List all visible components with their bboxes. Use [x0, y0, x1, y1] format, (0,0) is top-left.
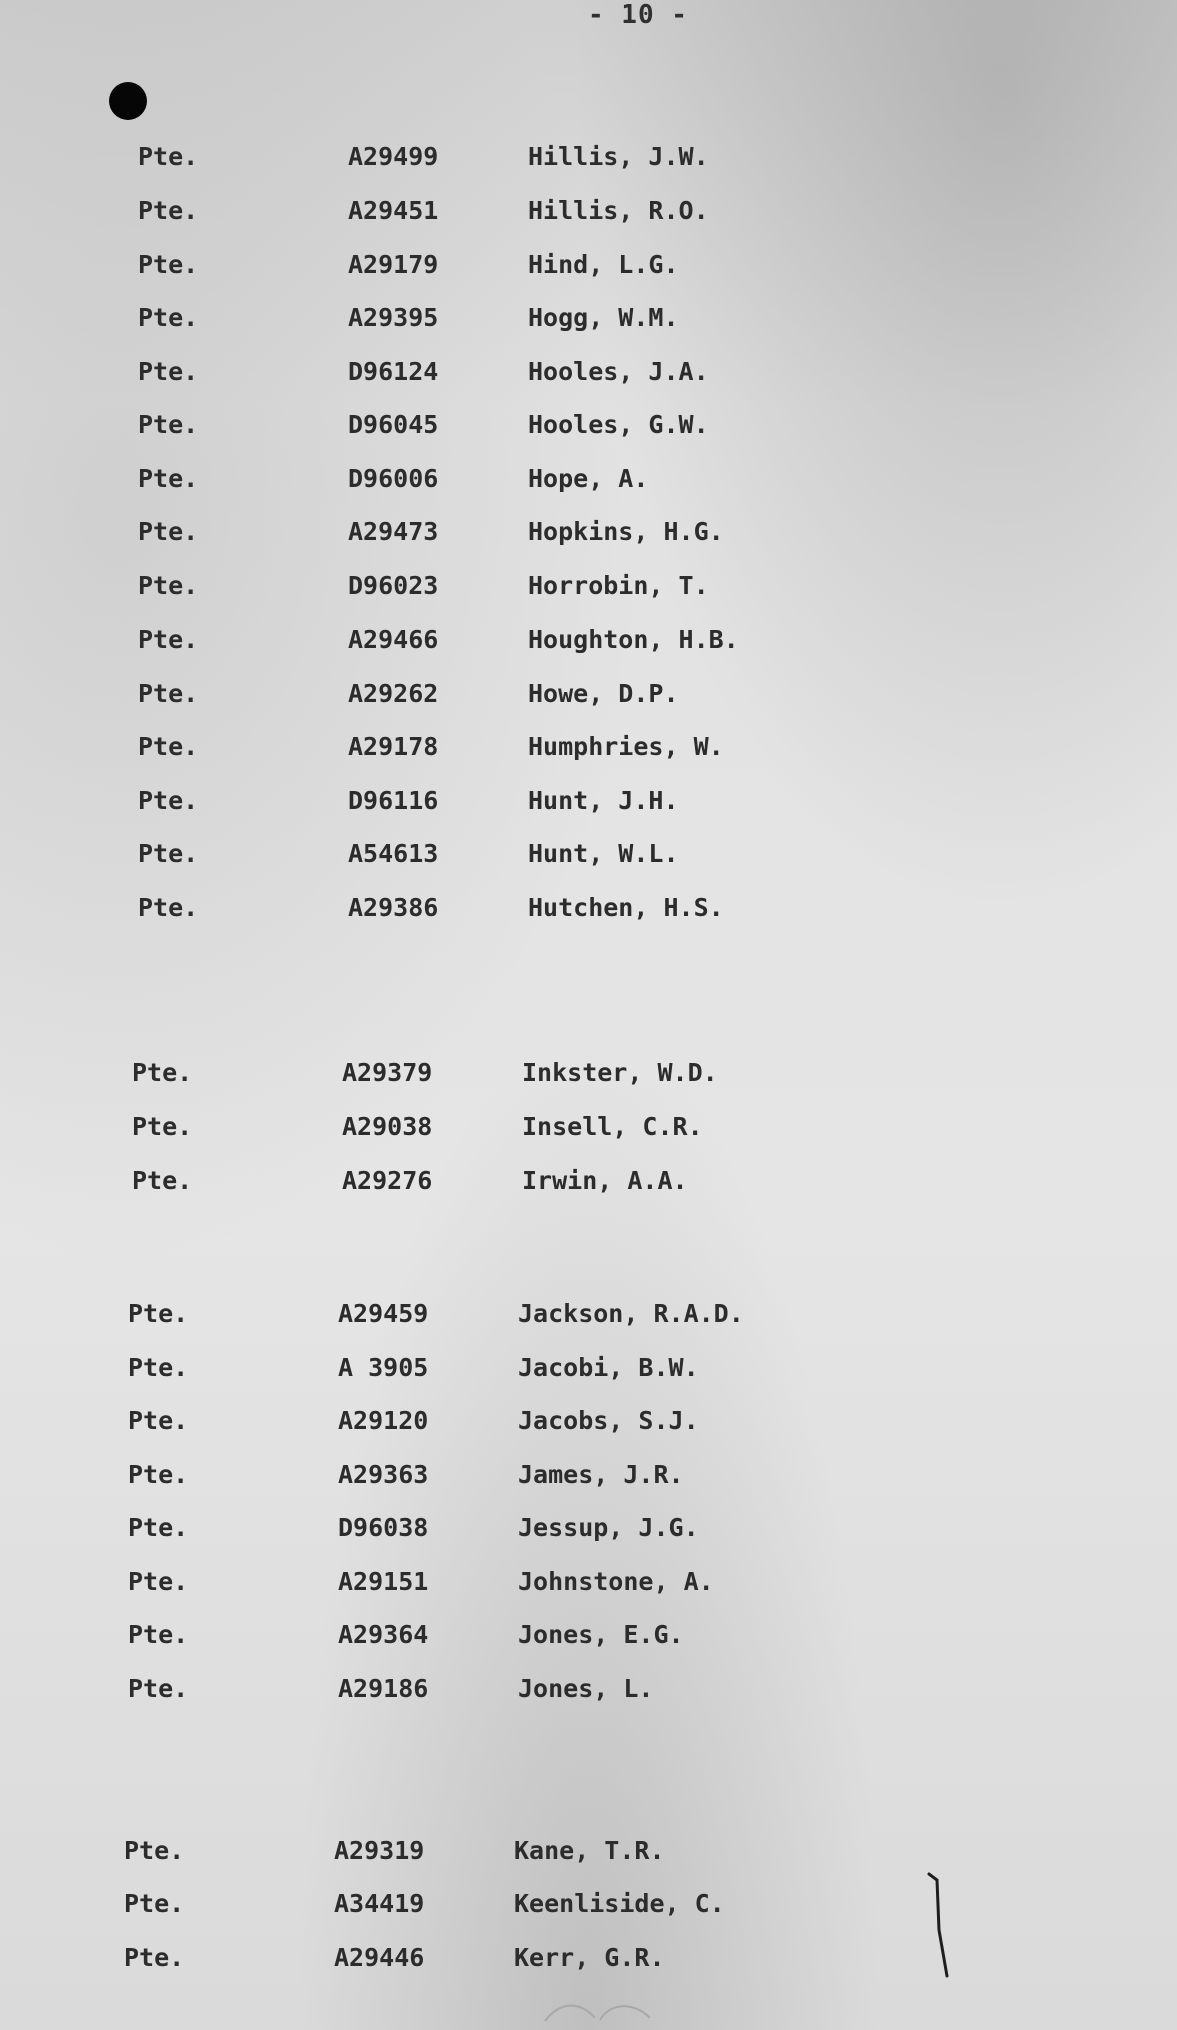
service-number: D96006: [348, 464, 439, 493]
rank: Pte.: [128, 1513, 189, 1542]
service-number: D96045: [348, 410, 439, 439]
soldier-name: Houghton, H.B.: [528, 625, 739, 654]
rank: Pte.: [138, 303, 199, 332]
service-number: A29186: [338, 1674, 429, 1703]
soldier-name: Hind, L.G.: [528, 250, 679, 279]
soldier-name: Inkster, W.D.: [522, 1058, 718, 1087]
soldier-name: Johnstone, A.: [518, 1567, 714, 1596]
rank: Pte.: [138, 679, 199, 708]
service-number: D96038: [338, 1513, 429, 1542]
pencil-mark: [925, 1870, 965, 1980]
rank: Pte.: [132, 1166, 193, 1195]
soldier-name: Hooles, G.W.: [528, 410, 709, 439]
rank: Pte.: [128, 1567, 189, 1596]
soldier-name: Jackson, R.A.D.: [518, 1299, 744, 1328]
service-number: D96023: [348, 571, 439, 600]
soldier-name: Horrobin, T.: [528, 571, 709, 600]
soldier-name: Jessup, J.G.: [518, 1513, 699, 1542]
service-number: A29120: [338, 1406, 429, 1435]
soldier-name: Jacobs, S.J.: [518, 1406, 699, 1435]
rank: Pte.: [124, 1943, 185, 1972]
rank: Pte.: [128, 1353, 189, 1382]
rank: Pte.: [138, 839, 199, 868]
service-number: D96116: [348, 786, 439, 815]
soldier-name: James, J.R.: [518, 1460, 684, 1489]
service-number: A29379: [342, 1058, 433, 1087]
rank: Pte.: [128, 1299, 189, 1328]
rank: Pte.: [138, 464, 199, 493]
service-number: A29386: [348, 893, 439, 922]
service-number: A29364: [338, 1620, 429, 1649]
soldier-name: Hillis, J.W.: [528, 142, 709, 171]
service-number: A29459: [338, 1299, 429, 1328]
rank: Pte.: [128, 1406, 189, 1435]
rank: Pte.: [138, 571, 199, 600]
soldier-name: Hooles, J.A.: [528, 357, 709, 386]
rank: Pte.: [138, 142, 199, 171]
rank: Pte.: [128, 1460, 189, 1489]
service-number: A54613: [348, 839, 439, 868]
service-number: A29466: [348, 625, 439, 654]
rank: Pte.: [138, 410, 199, 439]
soldier-name: Jones, L.: [518, 1674, 654, 1703]
service-number: A29451: [348, 196, 439, 225]
soldier-name: Hillis, R.O.: [528, 196, 709, 225]
soldier-name: Jacobi, B.W.: [518, 1353, 699, 1382]
soldier-name: Kerr, G.R.: [514, 1943, 665, 1972]
rank: Pte.: [138, 625, 199, 654]
service-number: A29151: [338, 1567, 429, 1596]
soldier-name: Hunt, W.L.: [528, 839, 679, 868]
stamp-smudge: [540, 1996, 660, 2026]
soldier-name: Hunt, J.H.: [528, 786, 679, 815]
service-number: A29319: [334, 1836, 425, 1865]
rank: Pte.: [124, 1889, 185, 1918]
service-number: A29499: [348, 142, 439, 171]
rank: Pte.: [138, 250, 199, 279]
rank: Pte.: [138, 517, 199, 546]
service-number: A29276: [342, 1166, 433, 1195]
service-number: A29473: [348, 517, 439, 546]
rank: Pte.: [138, 893, 199, 922]
service-number: A29178: [348, 732, 439, 761]
soldier-name: Kane, T.R.: [514, 1836, 665, 1865]
rank: Pte.: [138, 786, 199, 815]
service-number: A29363: [338, 1460, 429, 1489]
rank: Pte.: [138, 357, 199, 386]
service-number: A29262: [348, 679, 439, 708]
rank: Pte.: [138, 732, 199, 761]
rank: Pte.: [138, 196, 199, 225]
soldier-name: Howe, D.P.: [528, 679, 679, 708]
soldier-name: Insell, C.R.: [522, 1112, 703, 1141]
soldier-name: Jones, E.G.: [518, 1620, 684, 1649]
rank: Pte.: [132, 1112, 193, 1141]
rank: Pte.: [132, 1058, 193, 1087]
soldier-name: Hope, A.: [528, 464, 649, 493]
service-number: A 3905: [338, 1353, 429, 1382]
service-number: A34419: [334, 1889, 425, 1918]
service-number: A29179: [348, 250, 439, 279]
soldier-name: Hopkins, H.G.: [528, 517, 724, 546]
soldier-name: Irwin, A.A.: [522, 1166, 688, 1195]
service-number: D96124: [348, 357, 439, 386]
service-number: A29038: [342, 1112, 433, 1141]
service-number: A29446: [334, 1943, 425, 1972]
soldier-name: Humphries, W.: [528, 732, 724, 761]
soldier-name: Hogg, W.M.: [528, 303, 679, 332]
rank: Pte.: [128, 1674, 189, 1703]
soldier-name: Keenliside, C.: [514, 1889, 725, 1918]
page-number: - 10 -: [588, 0, 688, 30]
service-number: A29395: [348, 303, 439, 332]
rank: Pte.: [128, 1620, 189, 1649]
soldier-name: Hutchen, H.S.: [528, 893, 724, 922]
rank: Pte.: [124, 1836, 185, 1865]
